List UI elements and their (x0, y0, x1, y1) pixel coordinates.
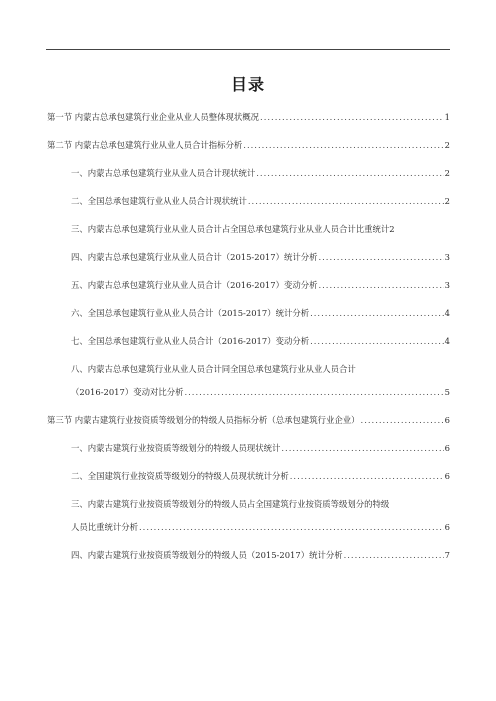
toc-entry-2-8[interactable] (47, 363, 450, 386)
toc-leader-dots (310, 307, 444, 319)
toc-entry-2-8-continued[interactable] (47, 386, 450, 414)
toc-entry-2-2[interactable] (47, 195, 450, 223)
toc-entry-text: 一、内蒙古总承包建筑行业从业人员合计现状统计 (71, 168, 256, 178)
toc-entry-text: 第一节 内蒙古总承包建筑行业企业从业人员整体现状概况 (47, 112, 260, 122)
toc-leader-dots (260, 111, 444, 123)
toc-entry-3-4[interactable] (47, 549, 450, 577)
toc-entry-2-6[interactable] (47, 307, 450, 335)
toc-entry-2-1[interactable] (47, 167, 450, 195)
toc-entry-2-3[interactable] (47, 223, 450, 251)
toc-entry-text: 六、全国总承包建筑行业从业人员合计（2015-2017）统计分析 (71, 308, 310, 318)
toc-title: 目录 (230, 75, 265, 94)
toc-entry-3-3-continued[interactable] (47, 521, 450, 549)
table-of-contents (47, 111, 450, 577)
toc-page-number: 2 (444, 168, 450, 178)
toc-leader-dots (318, 251, 443, 263)
toc-entry-text: 三、内蒙古建筑行业按资质等级划分的特级人员占全国建筑行业按资质等级划分的特级 (71, 499, 390, 509)
toc-page-number: 4 (444, 308, 450, 318)
toc-leader-dots (243, 139, 443, 151)
toc-leader-dots (184, 386, 443, 398)
toc-entry-2-4[interactable] (47, 251, 450, 279)
header-rule (46, 49, 450, 50)
toc-entry-section-2[interactable] (47, 139, 450, 167)
toc-entry-text: 第二节 内蒙古总承包建筑行业从业人员合计指标分析 (47, 140, 243, 150)
toc-entry-text: 四、内蒙古总承包建筑行业从业人员合计（2015-2017）统计分析 (71, 252, 318, 262)
toc-entry-text: 二、全国建筑行业按资质等级划分的特级人员现状统计分析 (71, 471, 289, 481)
toc-leader-dots (290, 470, 444, 482)
toc-page-number: 6 (444, 415, 450, 425)
toc-page-number: 2 (444, 140, 450, 150)
toc-page-number: 6 (444, 522, 450, 532)
toc-page-number: 5 (444, 387, 450, 397)
toc-leader-dots (361, 414, 444, 426)
toc-leader-dots (318, 279, 443, 291)
toc-page-number: 6 (444, 471, 450, 481)
toc-entry-text: 一、内蒙古建筑行业按资质等级划分的特级人员现状统计 (71, 443, 281, 453)
toc-entry-section-3[interactable] (47, 414, 450, 442)
toc-entry-text: 五、内蒙古总承包建筑行业从业人员合计（2016-2017）变动分析 (71, 280, 318, 290)
toc-entry-section-1[interactable] (47, 111, 450, 139)
toc-entry-text: 七、全国总承包建筑行业从业人员合计（2016-2017）变动分析 (71, 336, 310, 346)
toc-entry-2-5[interactable] (47, 279, 450, 307)
toc-entry-text: 第三节 内蒙古建筑行业按资质等级划分的特级人员指标分析（总承包建筑行业企业） (47, 415, 360, 425)
toc-leader-dots (248, 195, 444, 207)
toc-page-number: 4 (444, 336, 450, 346)
toc-entry-text: 二、全国总承包建筑行业从业人员合计现状统计 (71, 196, 247, 206)
toc-leader-dots (139, 521, 444, 533)
toc-entry-2-7[interactable] (47, 335, 450, 363)
toc-leader-dots (344, 549, 444, 561)
toc-page-number: 3 (444, 252, 450, 262)
toc-entry-text: 四、内蒙古建筑行业按资质等级划分的特级人员（2015-2017）统计分析 (71, 550, 343, 560)
toc-entry-text: 八、内蒙古总承包建筑行业从业人员合计同全国总承包建筑行业从业人员合计 (71, 364, 356, 374)
toc-page-number: 6 (444, 443, 450, 453)
toc-page-number: 2 (444, 196, 450, 206)
toc-entry-3-3[interactable] (47, 498, 450, 521)
toc-page-number: 2 (389, 224, 395, 234)
toc-entry-3-2[interactable] (47, 470, 450, 498)
toc-page-number: 1 (444, 112, 450, 122)
toc-entry-text: 三、内蒙古总承包建筑行业从业人员合计占全国总承包建筑行业从业人员合计比重统计 (71, 224, 390, 234)
toc-page-number: 3 (444, 280, 450, 290)
toc-page-number: 7 (444, 550, 450, 560)
toc-entry-3-1[interactable] (47, 442, 450, 470)
toc-leader-dots (310, 335, 444, 347)
toc-leader-dots (281, 442, 443, 454)
toc-entry-text: 人员比重统计分析 (71, 522, 138, 532)
toc-entry-text: （2016-2017）变动对比分析 (71, 387, 184, 397)
toc-leader-dots (256, 167, 443, 179)
